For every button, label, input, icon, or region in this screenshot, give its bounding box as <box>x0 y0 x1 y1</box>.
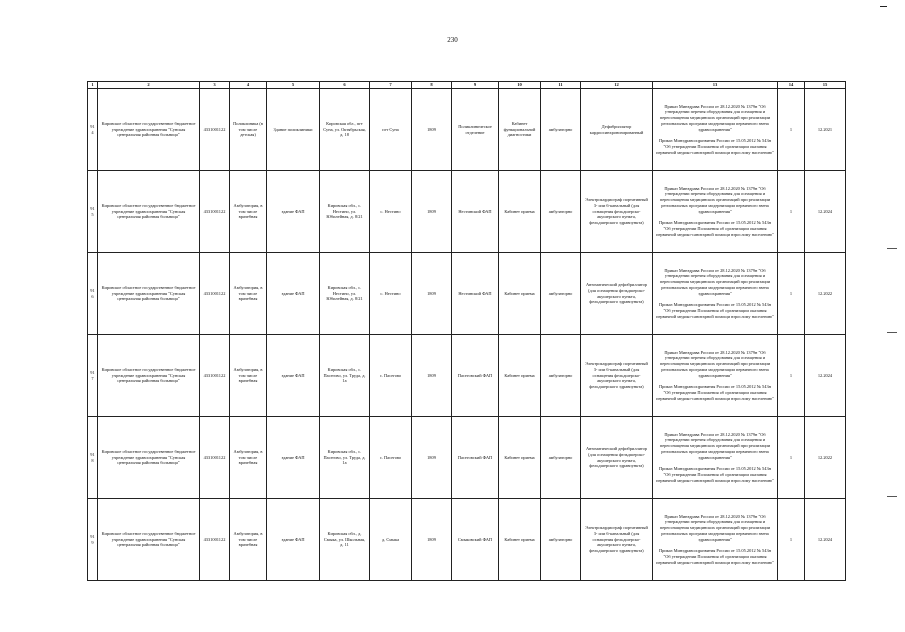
equipment-name-cell: Автоматический дефибриллятор (для оснащения фельдшерско-акушерского пункта, фельдшерского здравпункта) <box>581 253 653 335</box>
room-cell: Кабинет приема <box>499 253 541 335</box>
building-purpose-cell: Амбулатория, в том числе врачебная <box>230 499 267 581</box>
column-number: 14 <box>778 82 805 89</box>
room-cell: Кабинет приема <box>499 171 541 253</box>
quantity-cell: 1 <box>778 417 805 499</box>
column-number: 6 <box>320 82 370 89</box>
locality-cell: с. Нестино <box>370 253 412 335</box>
code-1809-cell: 1809 <box>412 499 452 581</box>
address-cell: Кировская обл., с. Нестино, ул. Юбилейная, д. 8/21 <box>320 171 370 253</box>
room-cell: Кабинет приема <box>499 417 541 499</box>
building-type-cell: здание ФАП <box>267 253 320 335</box>
building-type-cell: здание ФАП <box>267 417 320 499</box>
code-1809-cell: 1809 <box>412 253 452 335</box>
address-cell: Кировская обл., д. Смыка, ул. Школьная, д. 11 <box>320 499 370 581</box>
quantity-cell: 1 <box>778 253 805 335</box>
org-code-cell: 4331001122 <box>200 253 230 335</box>
column-number: 12 <box>581 82 653 89</box>
organization-name-cell: Кировское областное государственное бюджетное учреждение здравоохранения "Сунская центральная районная больница" <box>98 417 200 499</box>
margin-tick <box>887 496 897 497</box>
address-cell: Кировская обл., с. Нестино, ул. Юбилейная, д. 8/21 <box>320 253 370 335</box>
due-date-cell: 12.2024 <box>805 171 846 253</box>
department-cell: Нестинский ФАП <box>452 253 499 335</box>
row-number-cell: 915 <box>88 171 98 253</box>
building-purpose-cell: Амбулатория, в том числе врачебная <box>230 417 267 499</box>
due-date-cell: 12.2022 <box>805 417 846 499</box>
due-date-cell: 12.2024 <box>805 335 846 417</box>
table-body <box>88 89 846 581</box>
equipment-name-cell: Электрокардиограф портативный 3- или 6-канальный (для оснащения фельдшерско-акушерского пункта, фельдшерского здравпункта) <box>581 335 653 417</box>
department-cell: Смыковский ФАП <box>452 499 499 581</box>
building-type-cell: Здание поликлиники <box>267 89 320 171</box>
table-row <box>88 171 846 253</box>
margin-tick <box>887 248 897 249</box>
equipment-name-cell: Дефибриллятор кардиосинхронизированный <box>581 89 653 171</box>
locality-cell: с. Пасегово <box>370 335 412 417</box>
code-1809-cell: 1809 <box>412 417 452 499</box>
column-number: 9 <box>452 82 499 89</box>
due-date-cell: 12.2022 <box>805 253 846 335</box>
table-row <box>88 499 846 581</box>
care-type-cell: амбулаторно <box>541 499 581 581</box>
page-number: 230 <box>447 36 458 44</box>
department-cell: Нестинский ФАП <box>452 171 499 253</box>
org-code-cell: 4331001122 <box>200 89 230 171</box>
column-number: 11 <box>541 82 581 89</box>
column-number: 13 <box>653 82 778 89</box>
quantity-cell: 1 <box>778 171 805 253</box>
department-cell: Пасеговский ФАП <box>452 417 499 499</box>
department-cell: Поликлиническое отделение <box>452 89 499 171</box>
locality-cell: д. Смыка <box>370 499 412 581</box>
room-cell: Кабинет приема <box>499 499 541 581</box>
code-1809-cell: 1809 <box>412 89 452 171</box>
address-cell: Кировская обл., с. Пасегово, ул. Труда, д. 1а <box>320 417 370 499</box>
legal-basis-cell: Приказ Минздрава России от 28.12.2020 № 1379н "Об утверждении перечня оборудования для оснащения и переоснащения медицинских организаций при реализации региональных программ модернизации первичного звена здравоохранения" Приказ Минздравсоцразвития России от 15.05.2012 № 543н "Об утверждении Положения об организации оказания первичной медико-санитарной помощи взрослому населению" <box>653 417 778 499</box>
table-row <box>88 417 846 499</box>
legal-basis-cell: Приказ Минздрава России от 28.12.2020 № 1379н "Об утверждении перечня оборудования для оснащения и переоснащения медицинских организаций при реализации региональных программ модернизации первичного звена здравоохранения" Приказ Минздравсоцразвития России от 15.05.2012 № 543н "Об утверждении Положения об организации оказания первичной медико-санитарной помощи взрослому населению" <box>653 253 778 335</box>
code-1809-cell: 1809 <box>412 171 452 253</box>
legal-basis-cell: Приказ Минздрава России от 28.12.2020 № 1379н "Об утверждении перечня оборудования для оснащения и переоснащения медицинских организаций при реализации региональных программ модернизации первичного звена здравоохранения" Приказ Минздравсоцразвития России от 15.05.2012 № 543н "Об утверждении Положения об организации оказания первичной медико-санитарной помощи взрослому населению" <box>653 499 778 581</box>
table-row <box>88 89 846 171</box>
care-type-cell: амбулаторно <box>541 89 581 171</box>
column-number: 1 <box>88 82 98 89</box>
care-type-cell: амбулаторно <box>541 253 581 335</box>
department-cell: Пасеговский ФАП <box>452 335 499 417</box>
locality-cell: с. Нестино <box>370 171 412 253</box>
quantity-cell: 1 <box>778 335 805 417</box>
row-number-cell: 916 <box>88 253 98 335</box>
org-code-cell: 4331001122 <box>200 171 230 253</box>
column-number: 10 <box>499 82 541 89</box>
code-1809-cell: 1809 <box>412 335 452 417</box>
row-number-cell: 914 <box>88 89 98 171</box>
room-cell: Кабинет функциональной диагностики <box>499 89 541 171</box>
building-type-cell: здание ФАП <box>267 171 320 253</box>
quantity-cell: 1 <box>778 89 805 171</box>
column-number: 8 <box>412 82 452 89</box>
column-number: 5 <box>267 82 320 89</box>
org-code-cell: 4331001122 <box>200 499 230 581</box>
building-purpose-cell: Поликлиника (в том числе детская) <box>230 89 267 171</box>
quantity-cell: 1 <box>778 499 805 581</box>
building-purpose-cell: Амбулатория, в том числе врачебная <box>230 335 267 417</box>
equipment-table <box>87 81 846 581</box>
organization-name-cell: Кировское областное государственное бюджетное учреждение здравоохранения "Сунская центральная районная больница" <box>98 335 200 417</box>
legal-basis-cell: Приказ Минздрава России от 28.12.2020 № 1379н "Об утверждении перечня оборудования для оснащения и переоснащения медицинских организаций при реализации региональных программ модернизации первичного звена здравоохранения" Приказ Минздравсоцразвития России от 15.05.2012 № 543н "Об утверждении Положения об организации оказания первичной медико-санитарной помощи взрослому населению" <box>653 335 778 417</box>
organization-name-cell: Кировское областное государственное бюджетное учреждение здравоохранения "Сунская центральная районная больница" <box>98 171 200 253</box>
address-cell: Кировская обл., с. Пасегово, ул. Труда, д. 1а <box>320 335 370 417</box>
column-number: 4 <box>230 82 267 89</box>
corner-mark <box>880 6 887 7</box>
locality-cell: пгт Суна <box>370 89 412 171</box>
care-type-cell: амбулаторно <box>541 335 581 417</box>
column-number: 15 <box>805 82 846 89</box>
column-number: 2 <box>98 82 200 89</box>
care-type-cell: амбулаторно <box>541 417 581 499</box>
room-cell: Кабинет приема <box>499 335 541 417</box>
equipment-name-cell: Электрокардиограф портативный 3- или 6-канальный (для оснащения фельдшерско-акушерского пункта, фельдшерского здравпункта) <box>581 499 653 581</box>
building-type-cell: здание ФАП <box>267 335 320 417</box>
due-date-cell: 12.2024 <box>805 499 846 581</box>
row-number-cell: 917 <box>88 335 98 417</box>
org-code-cell: 4331001122 <box>200 417 230 499</box>
column-number: 3 <box>200 82 230 89</box>
due-date-cell: 12.2021 <box>805 89 846 171</box>
table-row <box>88 335 846 417</box>
row-number-cell: 918 <box>88 417 98 499</box>
organization-name-cell: Кировское областное государственное бюджетное учреждение здравоохранения "Сунская центральная районная больница" <box>98 89 200 171</box>
address-cell: Кировская обл., пгт Суна, ул. Октябрьская, д. 18 <box>320 89 370 171</box>
building-purpose-cell: Амбулатория, в том числе врачебная <box>230 171 267 253</box>
legal-basis-cell: Приказ Минздрава России от 28.12.2020 № 1379н "Об утверждении перечня оборудования для оснащения и переоснащения медицинских организаций при реализации региональных программ модернизации первичного звена здравоохранения" Приказ Минздравсоцразвития России от 15.05.2012 № 543н "Об утверждении Положения об организации оказания первичной медико-санитарной помощи взрослому населению" <box>653 89 778 171</box>
equipment-name-cell: Автоматический дефибриллятор (для оснащения фельдшерско-акушерского пункта, фельдшерского здравпункта) <box>581 417 653 499</box>
building-type-cell: здание ФАП <box>267 499 320 581</box>
row-number-cell: 919 <box>88 499 98 581</box>
organization-name-cell: Кировское областное государственное бюджетное учреждение здравоохранения "Сунская центральная районная больница" <box>98 499 200 581</box>
locality-cell: с. Пасегово <box>370 417 412 499</box>
legal-basis-cell: Приказ Минздрава России от 28.12.2020 № 1379н "Об утверждении перечня оборудования для оснащения и переоснащения медицинских организаций при реализации региональных программ модернизации первичного звена здравоохранения" Приказ Минздравсоцразвития России от 15.05.2012 № 543н "Об утверждении Положения об организации оказания первичной медико-санитарной помощи взрослому населению" <box>653 171 778 253</box>
table-row <box>88 253 846 335</box>
building-purpose-cell: Амбулатория, в том числе врачебная <box>230 253 267 335</box>
column-number-row <box>88 82 846 89</box>
column-number: 7 <box>370 82 412 89</box>
care-type-cell: амбулаторно <box>541 171 581 253</box>
org-code-cell: 4331001122 <box>200 335 230 417</box>
equipment-name-cell: Электрокардиограф портативный 3- или 6-канальный (для оснащения фельдшерско-акушерского пункта, фельдшерского здравпункта) <box>581 171 653 253</box>
organization-name-cell: Кировское областное государственное бюджетное учреждение здравоохранения "Сунская центральная районная больница" <box>98 253 200 335</box>
margin-tick <box>887 332 897 333</box>
